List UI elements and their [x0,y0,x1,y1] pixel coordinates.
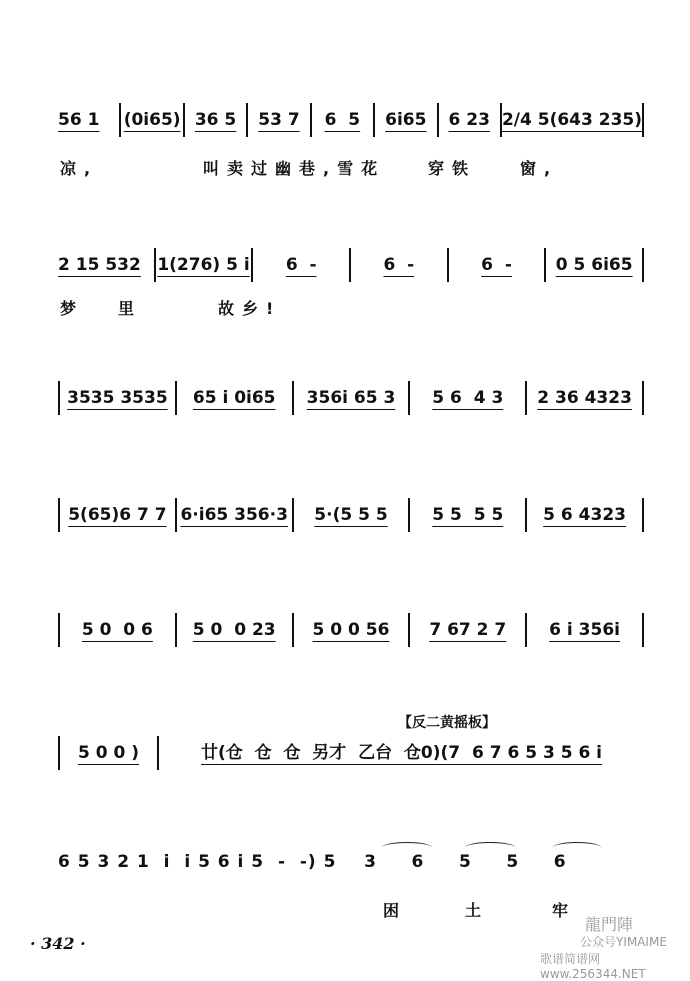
measure: (0i65) [119,103,182,137]
slur [553,842,601,853]
measure: 5·(5 5 5 [292,498,409,532]
watermark-url: 歌谱简谱网 www.256344.NET [540,952,646,981]
measure: 6 5 [310,103,373,137]
watermark-text: 公众号YIMAIME [580,935,667,949]
measure: 5(65)6 7 7 [58,498,175,532]
lyric: 梦 [60,299,85,318]
measure: 2 36 4323 [525,381,642,415]
lyric: 窗, [520,159,559,178]
measure: 356i 65 3 [292,381,409,415]
slur [382,842,432,853]
slur [465,842,515,853]
lyric: 土 [465,901,490,920]
measure: 5 0 0 6 [58,613,175,647]
lyric: 叫卖过幽巷,雪花 [203,159,386,178]
section-tag: 【反二黄摇板】 [398,715,496,731]
measure: 7 67 2 7 [408,613,525,647]
measure: 6 23 [437,103,500,137]
measure: 6i65 [373,103,436,137]
lyric: 困 [383,901,408,920]
lyric: 故乡! [218,299,282,318]
measure: 5 6 4323 [525,498,642,532]
measure: 0 5 6i65 [544,248,642,282]
measure: 5 0 0 23 [175,613,292,647]
staff-line-5 [58,613,644,647]
measure: 5 0 0 56 [292,613,409,647]
page-number: · 342 · [30,934,86,953]
lyric: 里 [118,299,143,318]
measure: 2 15 532 [58,255,141,275]
staff-line-1 [58,103,644,137]
measure: 6 i 356i [525,613,642,647]
staff-line-7: 6 5 3 2 1 i i 5 6 i 5 - -) 5 3 6 5 5 6 [58,852,567,872]
measure: 廿(仓 仓 仓 另才 乙台 仓0)(7 6 7 6 5 3 5 6 i [157,736,644,770]
measure: 56 1 [58,110,100,130]
lyric: 牢 [552,901,577,920]
measure: 53 7 [246,103,309,137]
staff-line-6 [58,736,644,770]
watermark-logo: 龍門陣 [585,915,634,934]
staff-line-3 [58,381,644,415]
measure: 65 i 0i65 [175,381,292,415]
measure: 2/4 5(643 235) [500,103,642,137]
measure: 36 5 [183,103,246,137]
measure: 6 - [251,248,349,282]
measure: 1(276) 5 i [154,248,252,282]
measure: 6 - [447,248,545,282]
staff-line-2 [58,248,644,282]
lyric: 凉, [60,159,99,178]
measure: 6 - [349,248,447,282]
measure: 5 0 0 ) [58,736,157,770]
measure: 3535 3535 [58,381,175,415]
measure: 5 6 4 3 [408,381,525,415]
measure: 5 5 5 5 [408,498,525,532]
measure: 6·i65 356·3 [175,498,292,532]
lyric: 穿铁 [428,159,477,178]
staff-line-4 [58,498,644,532]
